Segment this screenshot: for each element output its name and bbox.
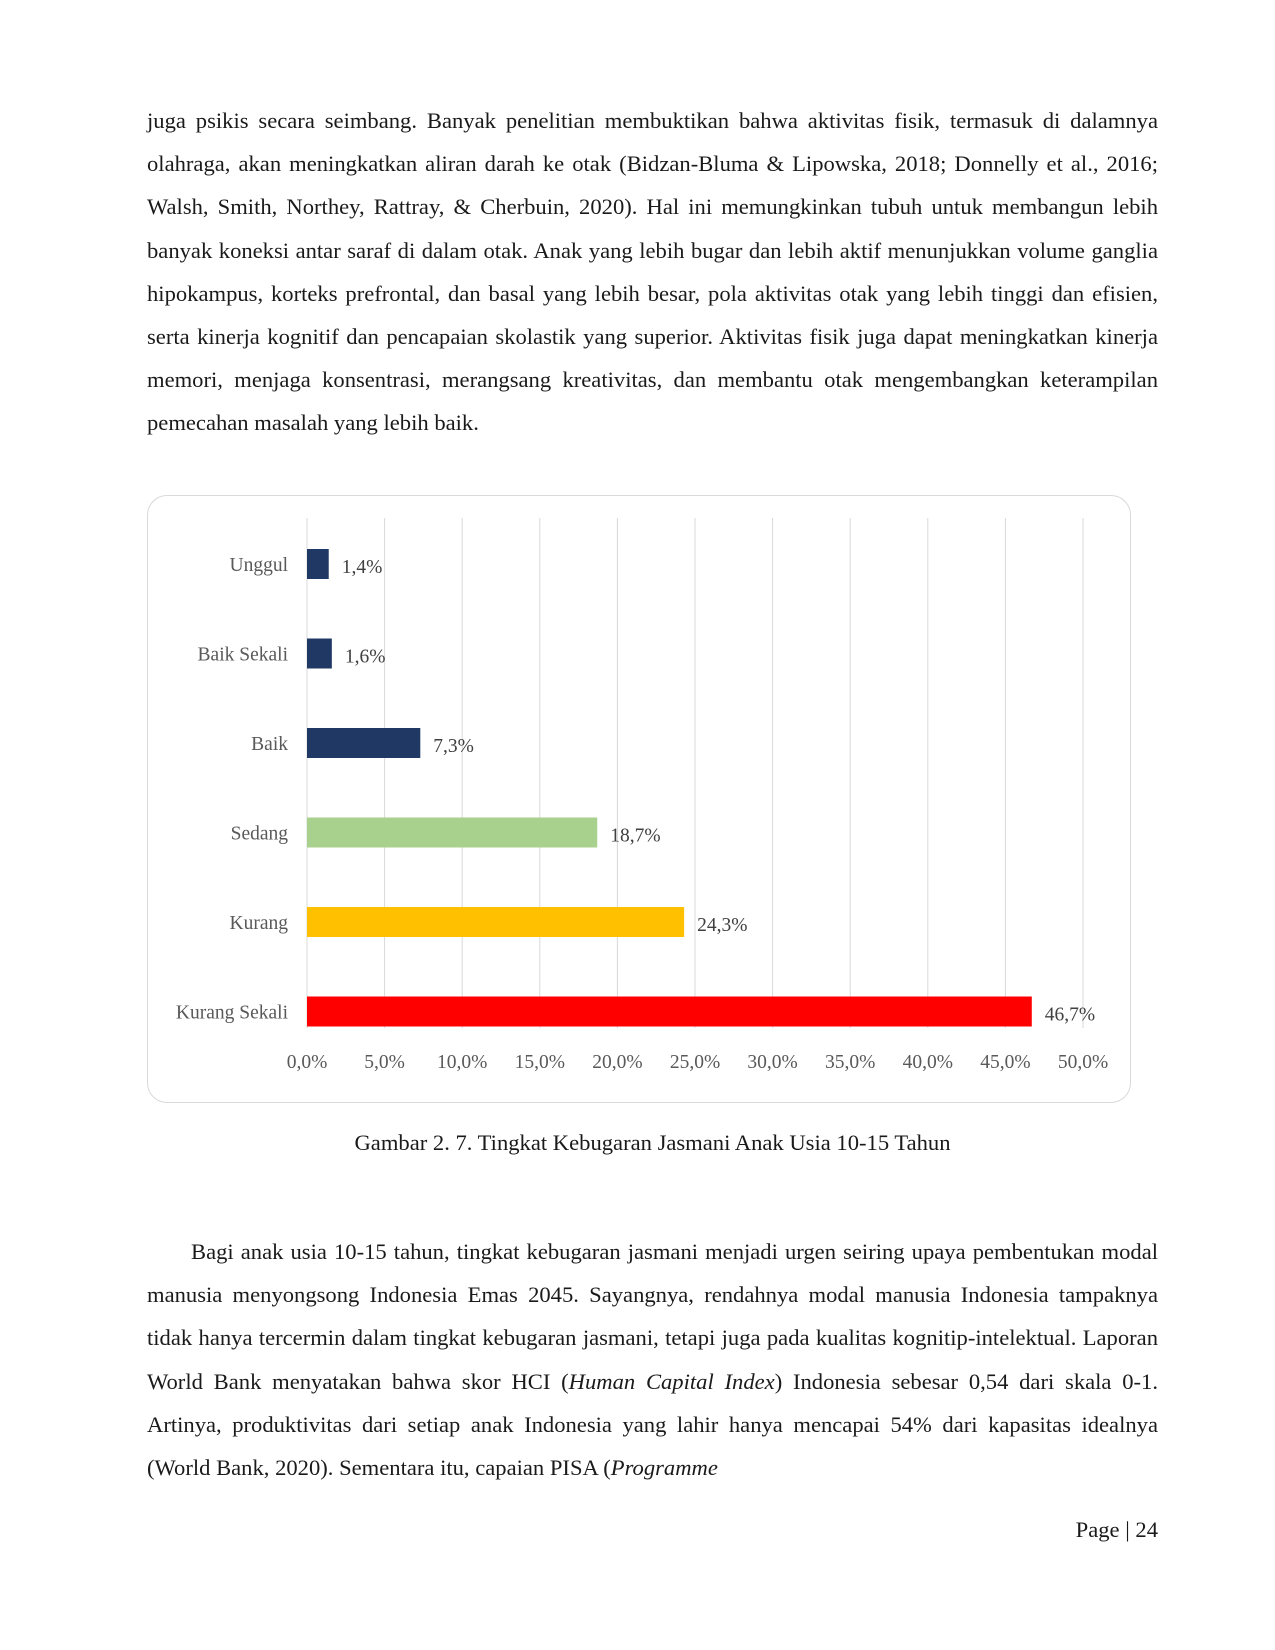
x-tick-label: 50,0% (1057, 1052, 1109, 1073)
category-label: Baik Sekali (197, 644, 288, 666)
bar (307, 818, 597, 848)
bar (307, 907, 684, 937)
page-number: Page | 24 (1075, 1517, 1158, 1542)
paragraph-2-text-1: Bagi anak usia 10-15 tahun, tingkat kebugaran jasmani menjadi urgen seiring upaya pembentukan modal manusia menyongsong Indonesia Emas 2045. Sayangnya, rendahnya modal manusia Indonesia tampaknya tidak hanya tercermin dalam tingkat kebugaran jasmani, tetapi juga pada kualitas kognitip-intelektual. Laporan World Bank menyatakan bahwa skor HCI ( (147, 1239, 1158, 1394)
x-tick-label: 0,0% (286, 1052, 328, 1073)
category-label: Kurang Sekali (175, 1002, 288, 1024)
data-label: 1,6% (344, 646, 386, 668)
bar (307, 549, 329, 579)
x-tick-label: 15,0% (514, 1052, 565, 1073)
x-tick-label: 5,0% (364, 1052, 405, 1073)
category-label: Kurang (229, 913, 288, 934)
x-tick-label: 35,0% (825, 1052, 876, 1073)
x-tick-label: 45,0% (980, 1052, 1031, 1073)
x-tick-label: 30,0% (747, 1052, 798, 1073)
chart-canvas (148, 496, 1132, 1104)
x-tick-label: 25,0% (669, 1052, 721, 1073)
x-tick-label: 20,0% (592, 1052, 643, 1073)
data-label: 46,7% (1044, 1004, 1096, 1026)
category-label: Baik (251, 734, 288, 755)
data-label: 24,3% (697, 915, 748, 936)
category-label: Sedang (230, 823, 288, 845)
figure-caption: Gambar 2. 7. Tingkat Kebugaran Jasmani Anak Usia 10-15 Tahun (354, 1130, 951, 1155)
paragraph-2-italic-1: Human Capital Index (568, 1368, 775, 1394)
data-label: 1,4% (341, 557, 383, 578)
bar-chart (147, 495, 1131, 1103)
data-label: 18,7% (610, 825, 661, 847)
bar (307, 997, 1032, 1027)
bar (307, 728, 420, 758)
data-label: 7,3% (433, 736, 474, 757)
bar (307, 639, 332, 669)
category-label: Unggul (229, 555, 288, 576)
x-tick-label: 10,0% (437, 1052, 488, 1073)
paragraph-2-text-2: ) Indonesia sebesar 0,54 dari skala 0-1. Artinya, produktivitas dari setiap anak Indonesia yang lahir hanya mencapai 54% dari kapasitas idealnya (World Bank, 2020). Sementara itu, capaian PISA ( (147, 1368, 1158, 1481)
x-tick-label: 40,0% (902, 1052, 953, 1073)
paragraph-2-italic-2: Programme (610, 1455, 718, 1481)
body-paragraph-1: juga psikis secara seimbang. Banyak penelitian membuktikan bahwa aktivitas fisik, termasuk di dalamnya olahraga, akan meningkatkan aliran darah ke otak (Bidzan-Bluma & Lipowska, 2018; Donnelly et al., 2016; Walsh, Smith, Northey, Rattray, & Cherbuin, 2020). Hal ini memungkinkan tubuh untuk membangun lebih banyak koneksi antar saraf di dalam otak. Anak yang lebih bugar dan lebih aktif menunjukkan volume ganglia hipokampus, korteks prefrontal, dan basal yang lebih besar, pola aktivitas otak yang lebih tinggi dan efisien, serta kinerja kognitif dan pencapaian skolastik yang superior. Aktivitas fisik juga dapat meningkatkan kinerja memori, menjaga konsentrasi, merangsang kreativitas, dan membantu otak mengembangkan keterampilan pemecahan masalah yang lebih baik. (147, 108, 1158, 436)
body-paragraph-2 (147, 1230, 1158, 1489)
